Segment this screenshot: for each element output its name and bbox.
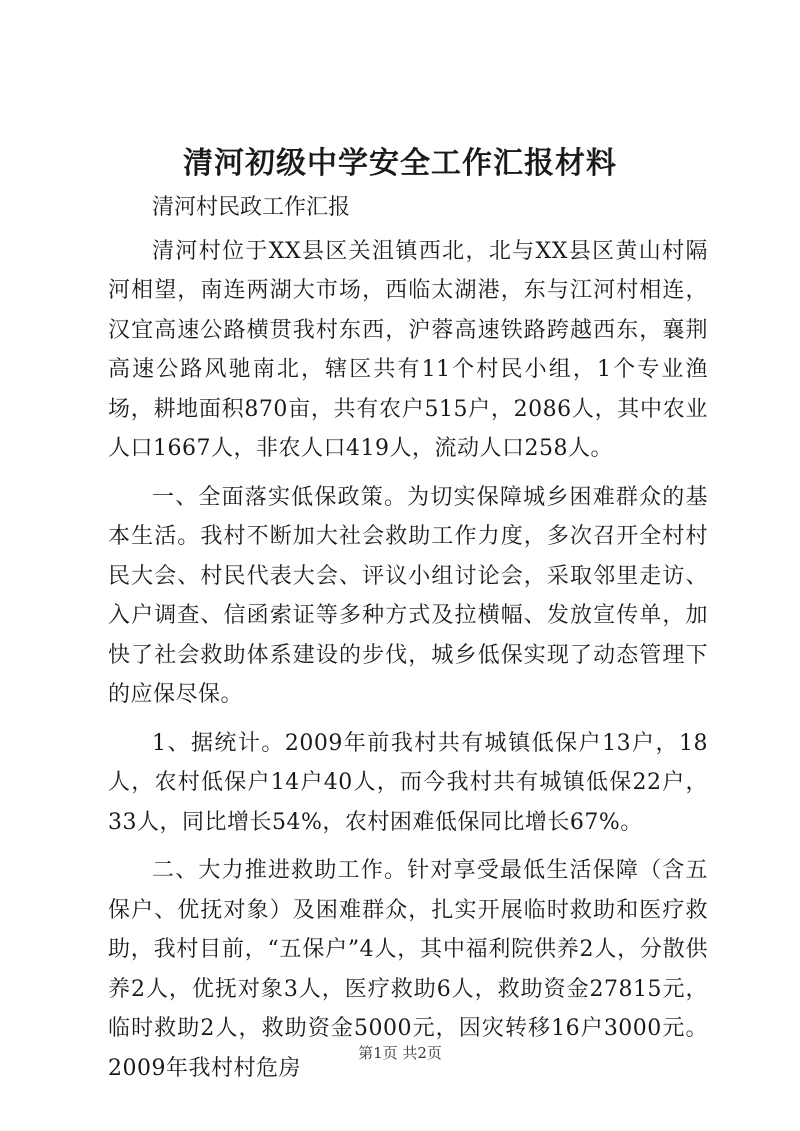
paragraph-relief-work: 二、大力推进救助工作。针对享受最低生活保障（含五保户、优抚对象）及困难群众，扎实开展临时救助和医疗救助，我村目前，“五保户”4人，其中福利院供养2人，分散供养2人，优抚对象3人，医疗救助6人，救助资金27815元，临时救助2人，救助资金5000元，因灾转移16户3000元。2009年我村村危房	[108, 858, 708, 1081]
paragraph-statistics: 1、据统计。2009年前我村共有城镇低保户13户，18人，农村低保户14户40人，而今我村共有城镇低保22户，33人，同比增长54%，农村困难低保同比增长67%。	[108, 730, 708, 835]
document-body	[108, 188, 708, 1088]
paragraph-low-income-policy: 一、全面落实低保政策。为切实保障城乡困难群众的基本生活。我村不断加大社会救助工作力度，多次召开全村村民大会、村民代表大会、评议小组讨论会，采取邻里走访、入户调查、信函索证等多种方式及拉横幅、发放宣传单，加快了社会救助体系建设的步伐，城乡低保实现了动态管理下的应保尽保。	[108, 484, 708, 707]
paragraph-village-overview: 清河村位于XX县区关沮镇西北，北与XX县区黄山村隔河相望，南连两湖大市场，西临太湖港，东与江河村相连，汉宜高速公路横贯我村东西，沪蓉高速铁路跨越西东，襄荆高速公路风驰南北，辖区共有11个村民小组，1个专业渔场，耕地面积870亩，共有农户515户，2086人，其中农业人口1667人，非农人口419人，流动人口258人。	[108, 238, 708, 461]
document-subtitle: 清河村民政工作汇报	[152, 195, 351, 220]
document-title: 清河初级中学安全工作汇报材料	[183, 146, 617, 181]
page-number-footer: 第1页 共2页	[358, 1044, 442, 1062]
